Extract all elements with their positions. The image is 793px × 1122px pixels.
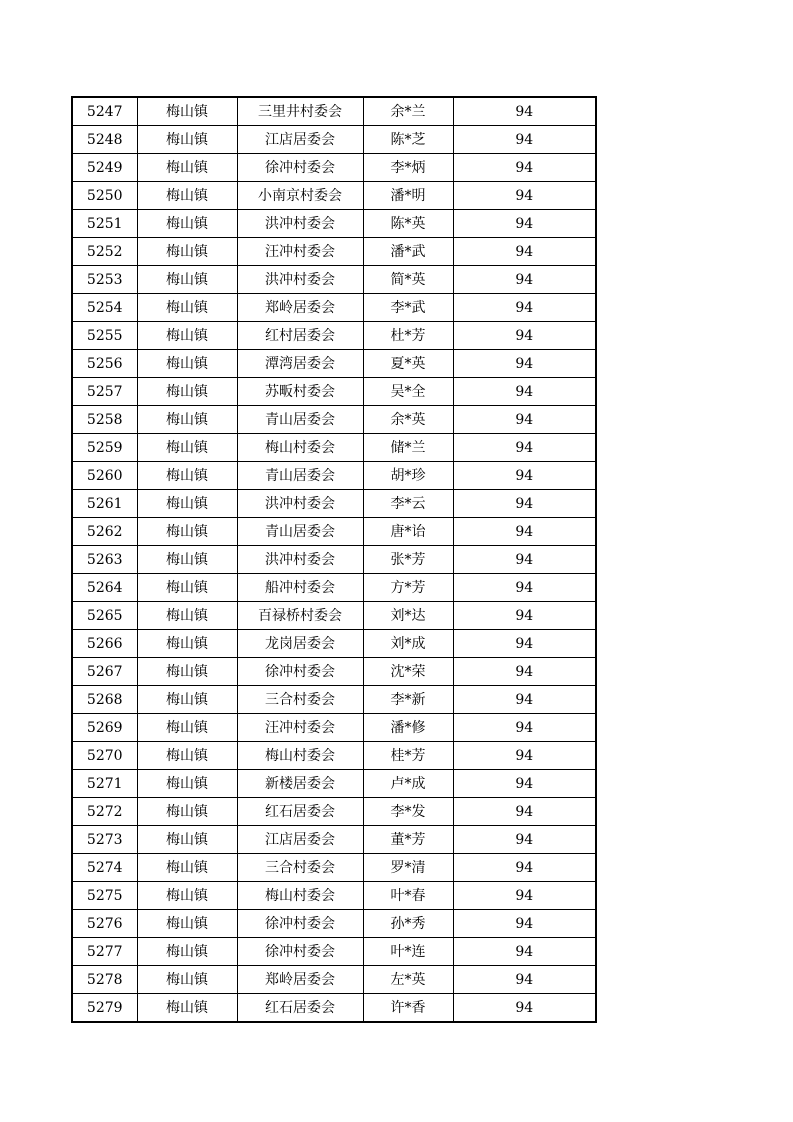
table-row [72, 630, 596, 658]
person-name-cell: 董*芳 [363, 826, 453, 854]
town-cell: 梅山镇 [137, 322, 237, 350]
person-name-cell: 左*英 [363, 966, 453, 994]
town-cell: 梅山镇 [137, 350, 237, 378]
table-row [72, 294, 596, 322]
row-number-cell: 5254 [72, 294, 137, 322]
person-name-cell: 孙*秀 [363, 910, 453, 938]
age-cell: 94 [453, 546, 596, 574]
row-number-cell: 5265 [72, 602, 137, 630]
table-row [72, 686, 596, 714]
committee-cell: 红石居委会 [237, 798, 363, 826]
town-cell: 梅山镇 [137, 154, 237, 182]
table-row [72, 406, 596, 434]
town-cell: 梅山镇 [137, 182, 237, 210]
table-row [72, 434, 596, 462]
row-number-cell: 5249 [72, 154, 137, 182]
person-name-cell: 杜*芳 [363, 322, 453, 350]
row-number-cell: 5277 [72, 938, 137, 966]
committee-cell: 徐冲村委会 [237, 154, 363, 182]
age-cell: 94 [453, 406, 596, 434]
committee-cell: 三里井村委会 [237, 97, 363, 126]
town-cell: 梅山镇 [137, 294, 237, 322]
roster-table [71, 96, 597, 1023]
row-number-cell: 5278 [72, 966, 137, 994]
person-name-cell: 李*新 [363, 686, 453, 714]
table-row [72, 938, 596, 966]
town-cell: 梅山镇 [137, 490, 237, 518]
committee-cell: 三合村委会 [237, 854, 363, 882]
town-cell: 梅山镇 [137, 798, 237, 826]
age-cell: 94 [453, 182, 596, 210]
table-row [72, 966, 596, 994]
row-number-cell: 5260 [72, 462, 137, 490]
age-cell: 94 [453, 490, 596, 518]
table-row [72, 322, 596, 350]
age-cell: 94 [453, 742, 596, 770]
age-cell: 94 [453, 350, 596, 378]
table-row [72, 574, 596, 602]
row-number-cell: 5258 [72, 406, 137, 434]
person-name-cell: 陈*英 [363, 210, 453, 238]
person-name-cell: 沈*荣 [363, 658, 453, 686]
town-cell: 梅山镇 [137, 238, 237, 266]
town-cell: 梅山镇 [137, 602, 237, 630]
committee-cell: 洪冲村委会 [237, 266, 363, 294]
table-row [72, 910, 596, 938]
committee-cell: 徐冲村委会 [237, 658, 363, 686]
row-number-cell: 5266 [72, 630, 137, 658]
table-row [72, 826, 596, 854]
age-cell: 94 [453, 266, 596, 294]
person-name-cell: 李*发 [363, 798, 453, 826]
row-number-cell: 5261 [72, 490, 137, 518]
row-number-cell: 5275 [72, 882, 137, 910]
committee-cell: 梅山村委会 [237, 742, 363, 770]
person-name-cell: 罗*清 [363, 854, 453, 882]
committee-cell: 三合村委会 [237, 686, 363, 714]
committee-cell: 青山居委会 [237, 406, 363, 434]
age-cell: 94 [453, 714, 596, 742]
committee-cell: 百禄桥村委会 [237, 602, 363, 630]
person-name-cell: 胡*珍 [363, 462, 453, 490]
age-cell: 94 [453, 126, 596, 154]
town-cell: 梅山镇 [137, 742, 237, 770]
person-name-cell: 储*兰 [363, 434, 453, 462]
town-cell: 梅山镇 [137, 574, 237, 602]
committee-cell: 洪冲村委会 [237, 490, 363, 518]
row-number-cell: 5251 [72, 210, 137, 238]
person-name-cell: 李*炳 [363, 154, 453, 182]
person-name-cell: 唐*诒 [363, 518, 453, 546]
person-name-cell: 许*香 [363, 994, 453, 1023]
row-number-cell: 5256 [72, 350, 137, 378]
committee-cell: 汪冲村委会 [237, 714, 363, 742]
person-name-cell: 刘*成 [363, 630, 453, 658]
table-row [72, 658, 596, 686]
person-name-cell: 潘*修 [363, 714, 453, 742]
person-name-cell: 卢*成 [363, 770, 453, 798]
row-number-cell: 5255 [72, 322, 137, 350]
age-cell: 94 [453, 770, 596, 798]
row-number-cell: 5272 [72, 798, 137, 826]
town-cell: 梅山镇 [137, 882, 237, 910]
person-name-cell: 吴*全 [363, 378, 453, 406]
table-row [72, 602, 596, 630]
town-cell: 梅山镇 [137, 97, 237, 126]
committee-cell: 红村居委会 [237, 322, 363, 350]
table-row [72, 210, 596, 238]
person-name-cell: 叶*连 [363, 938, 453, 966]
age-cell: 94 [453, 854, 596, 882]
age-cell: 94 [453, 826, 596, 854]
age-cell: 94 [453, 686, 596, 714]
table-row [72, 882, 596, 910]
table-row [72, 182, 596, 210]
committee-cell: 潭湾居委会 [237, 350, 363, 378]
row-number-cell: 5259 [72, 434, 137, 462]
row-number-cell: 5267 [72, 658, 137, 686]
person-name-cell: 叶*春 [363, 882, 453, 910]
age-cell: 94 [453, 938, 596, 966]
person-name-cell: 方*芳 [363, 574, 453, 602]
town-cell: 梅山镇 [137, 854, 237, 882]
table-row [72, 154, 596, 182]
row-number-cell: 5250 [72, 182, 137, 210]
age-cell: 94 [453, 574, 596, 602]
age-cell: 94 [453, 210, 596, 238]
person-name-cell: 简*英 [363, 266, 453, 294]
table-row [72, 350, 596, 378]
age-cell: 94 [453, 882, 596, 910]
row-number-cell: 5257 [72, 378, 137, 406]
person-name-cell: 潘*明 [363, 182, 453, 210]
committee-cell: 徐冲村委会 [237, 938, 363, 966]
committee-cell: 汪冲村委会 [237, 238, 363, 266]
committee-cell: 龙岗居委会 [237, 630, 363, 658]
person-name-cell: 李*云 [363, 490, 453, 518]
committee-cell: 郑岭居委会 [237, 966, 363, 994]
row-number-cell: 5268 [72, 686, 137, 714]
committee-cell: 梅山村委会 [237, 882, 363, 910]
row-number-cell: 5270 [72, 742, 137, 770]
town-cell: 梅山镇 [137, 266, 237, 294]
town-cell: 梅山镇 [137, 714, 237, 742]
committee-cell: 洪冲村委会 [237, 210, 363, 238]
committee-cell: 江店居委会 [237, 126, 363, 154]
row-number-cell: 5274 [72, 854, 137, 882]
committee-cell: 江店居委会 [237, 826, 363, 854]
town-cell: 梅山镇 [137, 966, 237, 994]
committee-cell: 小南京村委会 [237, 182, 363, 210]
age-cell: 94 [453, 238, 596, 266]
row-number-cell: 5252 [72, 238, 137, 266]
committee-cell: 郑岭居委会 [237, 294, 363, 322]
roster-table-body [72, 97, 596, 1022]
table-row [72, 462, 596, 490]
age-cell: 94 [453, 966, 596, 994]
person-name-cell: 余*兰 [363, 97, 453, 126]
age-cell: 94 [453, 378, 596, 406]
row-number-cell: 5279 [72, 994, 137, 1023]
person-name-cell: 张*芳 [363, 546, 453, 574]
town-cell: 梅山镇 [137, 994, 237, 1023]
committee-cell: 船冲村委会 [237, 574, 363, 602]
row-number-cell: 5264 [72, 574, 137, 602]
table-row [72, 266, 596, 294]
row-number-cell: 5248 [72, 126, 137, 154]
table-row [72, 378, 596, 406]
committee-cell: 洪冲村委会 [237, 546, 363, 574]
age-cell: 94 [453, 154, 596, 182]
town-cell: 梅山镇 [137, 910, 237, 938]
row-number-cell: 5253 [72, 266, 137, 294]
age-cell: 94 [453, 294, 596, 322]
table-row [72, 714, 596, 742]
town-cell: 梅山镇 [137, 406, 237, 434]
row-number-cell: 5273 [72, 826, 137, 854]
committee-cell: 青山居委会 [237, 518, 363, 546]
table-row [72, 518, 596, 546]
age-cell: 94 [453, 910, 596, 938]
row-number-cell: 5262 [72, 518, 137, 546]
row-number-cell: 5247 [72, 97, 137, 126]
row-number-cell: 5271 [72, 770, 137, 798]
row-number-cell: 5263 [72, 546, 137, 574]
row-number-cell: 5269 [72, 714, 137, 742]
town-cell: 梅山镇 [137, 938, 237, 966]
table-row [72, 742, 596, 770]
age-cell: 94 [453, 630, 596, 658]
age-cell: 94 [453, 322, 596, 350]
person-name-cell: 夏*英 [363, 350, 453, 378]
committee-cell: 新楼居委会 [237, 770, 363, 798]
committee-cell: 徐冲村委会 [237, 910, 363, 938]
age-cell: 94 [453, 518, 596, 546]
town-cell: 梅山镇 [137, 126, 237, 154]
table-row [72, 97, 596, 126]
table-row [72, 546, 596, 574]
age-cell: 94 [453, 462, 596, 490]
age-cell: 94 [453, 658, 596, 686]
committee-cell: 梅山村委会 [237, 434, 363, 462]
town-cell: 梅山镇 [137, 210, 237, 238]
age-cell: 94 [453, 602, 596, 630]
age-cell: 94 [453, 97, 596, 126]
person-name-cell: 余*英 [363, 406, 453, 434]
town-cell: 梅山镇 [137, 826, 237, 854]
person-name-cell: 李*武 [363, 294, 453, 322]
committee-cell: 青山居委会 [237, 462, 363, 490]
table-row [72, 238, 596, 266]
committee-cell: 苏畈村委会 [237, 378, 363, 406]
town-cell: 梅山镇 [137, 658, 237, 686]
town-cell: 梅山镇 [137, 462, 237, 490]
table-row [72, 994, 596, 1023]
table-row [72, 770, 596, 798]
person-name-cell: 桂*芳 [363, 742, 453, 770]
person-name-cell: 潘*武 [363, 238, 453, 266]
town-cell: 梅山镇 [137, 770, 237, 798]
town-cell: 梅山镇 [137, 434, 237, 462]
town-cell: 梅山镇 [137, 378, 237, 406]
row-number-cell: 5276 [72, 910, 137, 938]
table-row [72, 490, 596, 518]
age-cell: 94 [453, 434, 596, 462]
table-row [72, 798, 596, 826]
person-name-cell: 陈*芝 [363, 126, 453, 154]
committee-cell: 红石居委会 [237, 994, 363, 1023]
table-row [72, 854, 596, 882]
town-cell: 梅山镇 [137, 630, 237, 658]
table-row [72, 126, 596, 154]
town-cell: 梅山镇 [137, 518, 237, 546]
age-cell: 94 [453, 798, 596, 826]
age-cell: 94 [453, 994, 596, 1023]
town-cell: 梅山镇 [137, 686, 237, 714]
town-cell: 梅山镇 [137, 546, 237, 574]
person-name-cell: 刘*达 [363, 602, 453, 630]
